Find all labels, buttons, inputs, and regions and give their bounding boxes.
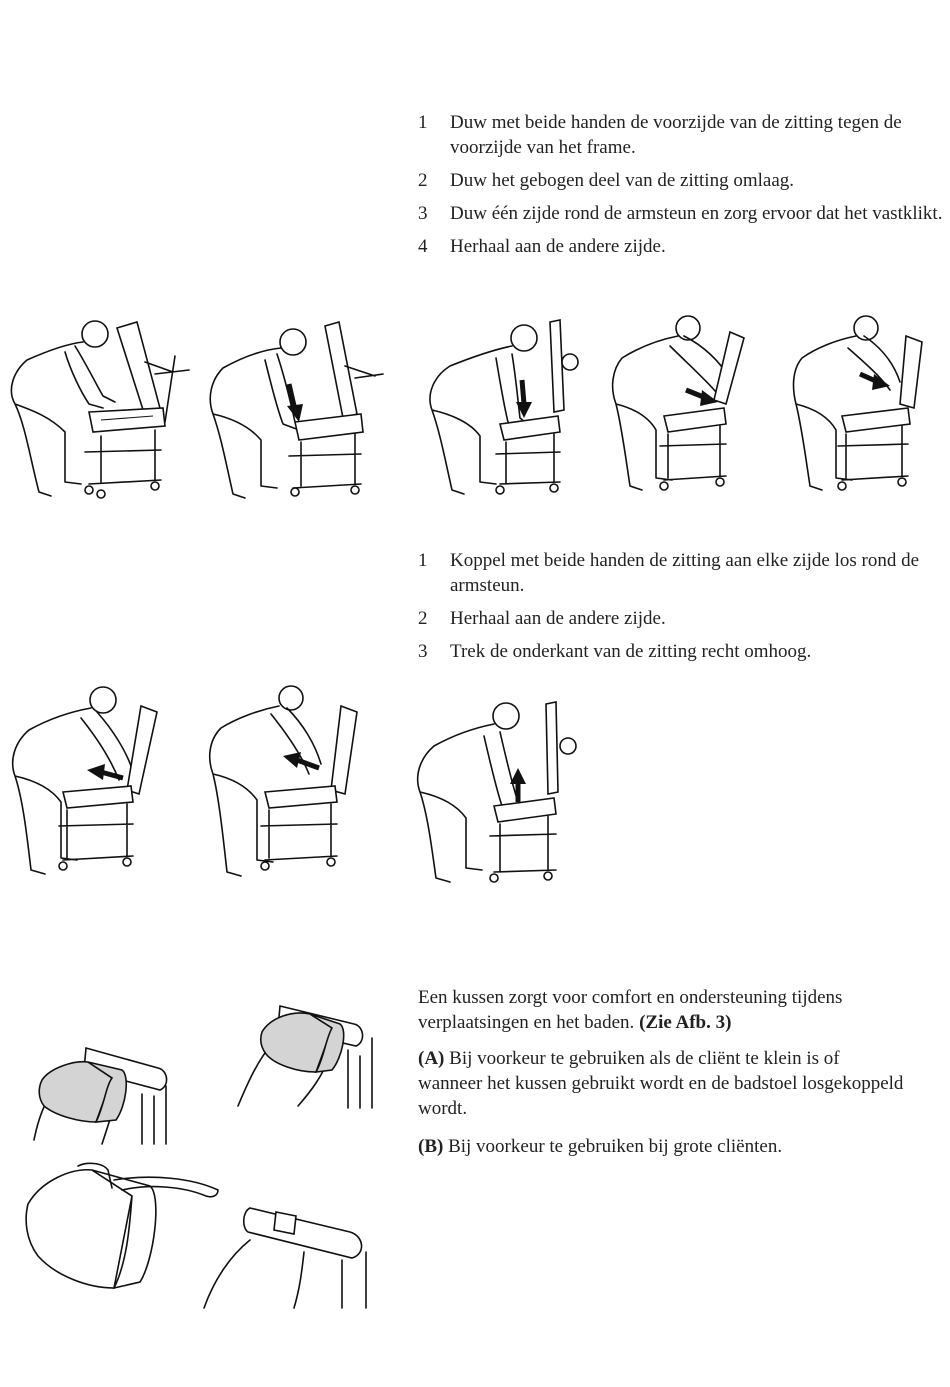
fig-cushion-a-detail — [22, 1160, 222, 1312]
detach-step: 2 Herhaal aan de andere zijde. — [418, 608, 666, 629]
install-step: 2 Duw het gebogen deel van de zitting omlaag. — [418, 170, 795, 191]
cushion-intro: Een kussen zorgt voor comfort en ondersteuning tijdens verplaatsingen en het baden. (Zie Afb. 3) — [418, 987, 843, 1033]
cushion-option-b: (B) Bij voorkeur te gebruiken bij grote cliënten. — [418, 1136, 783, 1157]
cushion-option-a: (A) Bij voorkeur te gebruiken als de cliënt te klein is of wanneer het kussen gebruikt wordt en de badstoel losgekoppeld wordt. — [418, 1048, 904, 1119]
person-illustration — [210, 329, 307, 498]
person-illustration — [418, 703, 528, 882]
figure-reference: (Zie Afb. 3) — [639, 1012, 732, 1033]
cushion-icon — [39, 1062, 126, 1122]
fig-install-5 — [790, 312, 940, 496]
left-arrow — [297, 760, 319, 768]
fig-install-2 — [205, 318, 390, 504]
person-illustration — [210, 686, 321, 876]
bath-chair-illustration — [85, 322, 189, 498]
bath-chair-illustration — [660, 332, 744, 490]
option-label-a: (A) — [418, 1048, 445, 1069]
fig-detach-3 — [410, 694, 590, 888]
fig-detach-1 — [5, 682, 170, 882]
left-arrow — [101, 772, 123, 778]
cushion-icon — [26, 1163, 156, 1288]
option-label-b: (B) — [418, 1136, 444, 1157]
detach-step: 3 Trek de onderkant van de zitting recht omhoog. — [418, 641, 812, 662]
fig-install-4 — [608, 312, 758, 496]
left-arrow-head — [87, 764, 105, 780]
fig-cushion-b-mounted — [236, 998, 376, 1110]
bath-chair-illustration — [59, 706, 157, 870]
bath-chair-illustration — [838, 336, 922, 490]
fig-cushion-b-detail — [200, 1200, 378, 1312]
person-illustration — [11, 321, 115, 496]
detach-step: 1 Koppel met beide handen de zitting aan elke zijde los rond de armsteun. — [418, 550, 920, 596]
backrest-illustration — [204, 1208, 366, 1308]
person-illustration — [13, 687, 133, 874]
fig-detach-2 — [205, 682, 370, 882]
install-steps — [418, 110, 950, 267]
detach-steps — [418, 548, 950, 672]
install-step: 4 Herhaal aan de andere zijde. — [418, 236, 666, 257]
install-step: 3 Duw één zijde rond de armsteun en zorg ervoor dat het vastklikt. — [418, 203, 943, 224]
cushion-icon — [261, 1013, 344, 1072]
bath-chair-illustration — [261, 706, 357, 870]
fig-install-3 — [420, 318, 585, 500]
down-arrow — [522, 380, 524, 404]
up-arrow-head — [510, 768, 526, 784]
install-step: 1 Duw met beide handen de voorzijde van de zitting tegen de voorzijde van het frame. — [418, 112, 902, 158]
left-arrow-head — [283, 752, 301, 768]
fig-install-1 — [5, 312, 195, 504]
fig-cushion-a-mounted — [30, 1040, 180, 1150]
